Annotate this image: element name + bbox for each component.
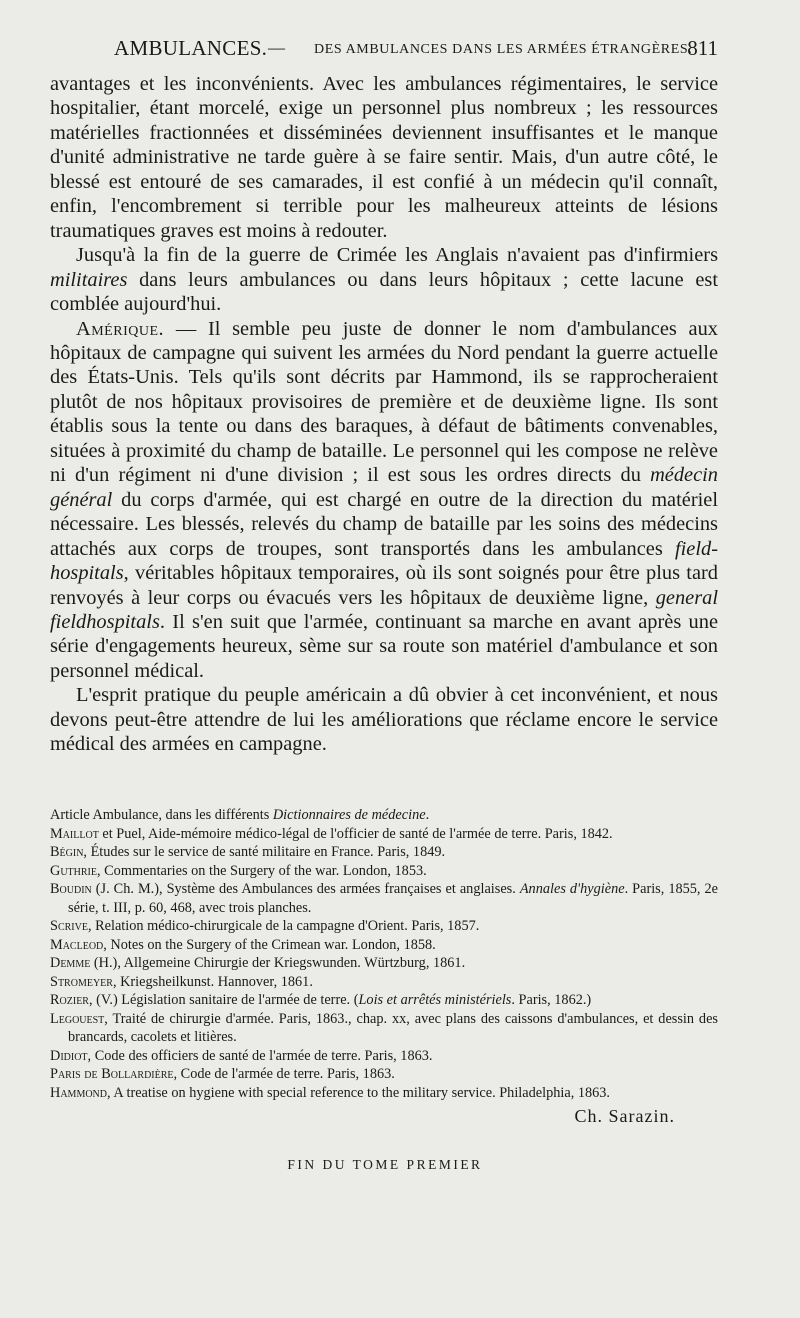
p3-italic-f: general fieldhospitals: [50, 586, 718, 633]
bib-text: , Kriegsheilkunst. Hannover, 1861.: [112, 973, 313, 990]
header-title: AMBULANCES.: [114, 36, 268, 60]
bib-text: , A treatise on hygiene with special reference to the military service. Philadelphia, 1863.: [107, 1084, 611, 1101]
p3-text-a: — Il semble peu juste de donner le nom d'ambulances aux hôpitaux de campagne qui suivent les armées du Nord pendant la guerre actuelle des États-Unis. Tels qu'ils sont décrits par Hammond, ils se rapprocheraient plutôt de nos hôpitaux provisoires de première et de deuxième ligne. Ils sont établis sous la tente ou dans des baraques, à défaut de bâtiments convenables, situées à proximité du champ de bataille. Le personnel qui les compose ne relève ni d'un régiment ni d'une division ; il est sous les ordres directs du: [50, 317, 718, 487]
bib-author: Hammond: [50, 1084, 107, 1101]
bib-text: (H.), Allgemeine Chirurgie der Kriegswunden. Würtzburg, 1861.: [90, 955, 466, 971]
bib-author: Rozier: [50, 992, 89, 1008]
bib-author: Stromeyer: [50, 973, 113, 990]
p2-italic: militaires: [50, 268, 128, 291]
bibliography-entry: [50, 936, 718, 955]
bib-text: (J. Ch. M.), Système des Ambulances des armées françaises et anglaises.: [91, 881, 520, 897]
bib-text: , Traité de chirurgie d'armée. Paris, 1863., chap. xx, avec plans des caissons d'ambulances, et dessin des brancards, cacolets et litières.: [68, 1010, 718, 1045]
bib-text: , Code de l'armée de terre. Paris, 1863.: [173, 1066, 395, 1082]
bib-italic-title: Lois et arrêtés ministériels: [358, 992, 512, 1008]
bib-author: Didiot: [50, 1047, 88, 1064]
end-of-volume-note: FIN DU TOME PREMIER: [287, 1157, 483, 1172]
paragraph-3: [50, 317, 718, 684]
bib-author: Boudin: [50, 881, 92, 897]
bibliography-entry: [50, 991, 718, 1010]
header-subtitle: DES AMBULANCES DANS LES ARMÉES ÉTRANGÈRES.: [314, 42, 693, 57]
section-label-amerique: Amérique.: [76, 317, 165, 340]
bibliography-entry: [50, 880, 718, 917]
bib-author: Macleod: [50, 936, 104, 953]
bibliography-entry: [50, 843, 718, 862]
bib-text: et Puel, Aide-mémoire médico-légal de l'officier de santé de l'armée de terre. Paris, 1842.: [98, 825, 613, 842]
bib-text: , Notes on the Surgery of the Crimean war. London, 1858.: [103, 936, 436, 953]
paragraph-4: L'esprit pratique du peuple américain a dû obvier à cet inconvénient, et nous devons peut-être attendre de lui les améliorations que réclame encore le service médical des armées en campagne.: [50, 684, 718, 756]
bibliography-entry: [50, 862, 718, 881]
p3-text-e: , véritables hôpitaux temporaires, où ils sont soignés pour être plus tard renvoyés à leur corps ou évacués vers les hôpitaux de deuxième ligne,: [50, 562, 718, 609]
bib-author: Legouest: [50, 1010, 105, 1027]
bib-text: , Commentaries on the Surgery of the war. London, 1853.: [97, 862, 427, 879]
page-number: 811: [687, 36, 718, 60]
bib-text: , (V.) Législation sanitaire de l'armée de terre. (: [88, 992, 359, 1008]
bib-italic-title: Annales d'hygiène: [519, 881, 625, 897]
bib-author: Demme: [50, 955, 91, 971]
bib-author: Paris de Bollardière: [50, 1066, 174, 1082]
bib-italic-title: Dictionnaires de médecine: [272, 807, 426, 823]
bib-text: , Études sur le service de santé militaire en France. Paris, 1849.: [83, 844, 446, 860]
bibliography-entry: [50, 1084, 718, 1103]
paragraph-2: [50, 243, 718, 316]
bibliography-entry: [50, 973, 718, 992]
author-signature: Ch. Sarazin.: [574, 1106, 675, 1126]
bibliography-entry: [50, 1047, 718, 1066]
bib-tail: . Paris, 1862.): [511, 992, 592, 1008]
p3-italic-d: field-hospitals: [50, 537, 718, 585]
bib-author: Maillot: [50, 825, 99, 842]
bibliography-entry: [50, 1065, 718, 1084]
bibliography-entry: [50, 917, 718, 936]
p2-text-a: Jusqu'à la fin de la guerre de Crimée les Anglais n'avaient pas d'infirmiers: [76, 244, 718, 267]
p3-text-c: du corps d'armée, qui est chargé en outre de la direction du matériel nécessaire. Les blessés, relevés du champ de bataille par les soins des médecins attachés aux corps de troupes, sont transportés dans les ambulances: [50, 488, 718, 560]
main-text: [50, 72, 718, 757]
running-header: [50, 36, 720, 66]
p2-text-c: dans leurs ambulances ou dans leurs hôpitaux ; cette lacune est comblée aujourd'hui.: [50, 268, 718, 316]
bib-text: , Code des officiers de santé de l'armée de terre. Paris, 1863.: [87, 1047, 433, 1064]
bibliography-entry: [50, 1010, 718, 1047]
header-separator: —: [268, 38, 285, 57]
bibliography-entry: [50, 954, 718, 973]
bib-text: Article Ambulance, dans les différents: [50, 807, 273, 823]
bibliography-entry: [50, 825, 718, 844]
paragraph-1: avantages et les inconvénients. Avec les ambulances régimentaires, le service hospitalier, étant morcelé, exige un personnel plus nombreux ; les ressources matérielles fractionnées et disséminées deviennent insuffisantes et le manque d'unité administrative ne tarde guère à se faire sentir. Mais, d'un autre côté, le blessé est entouré de ses camarades, il est confié à un médecin qu'il connaît, enfin, l'encombrement si terrible pour les malheureux atteints de lésions traumatiques graves est moins à redouter.: [50, 73, 718, 242]
bibliography-entry: [50, 806, 718, 825]
p3-italic-b: médecin général: [50, 464, 718, 511]
bib-author: Scrive: [50, 918, 88, 934]
bib-tail: . Paris, 1855, 2e série, t. III, p. 60, 468, avec trois planches.: [68, 881, 718, 916]
bibliography: [50, 806, 718, 1102]
bib-tail: .: [425, 807, 430, 823]
bib-text: , Relation médico-chirurgicale de la campagne d'Orient. Paris, 1857.: [87, 918, 480, 934]
p3-text-g: . Il s'en suit que l'armée, continuant sa marche en avant après une série d'engagements heureux, sème sur sa route son matériel d'ambulance et son personnel médical.: [50, 610, 718, 682]
bib-author: Guthrie: [50, 862, 97, 879]
bib-author: Bégin: [50, 844, 84, 860]
